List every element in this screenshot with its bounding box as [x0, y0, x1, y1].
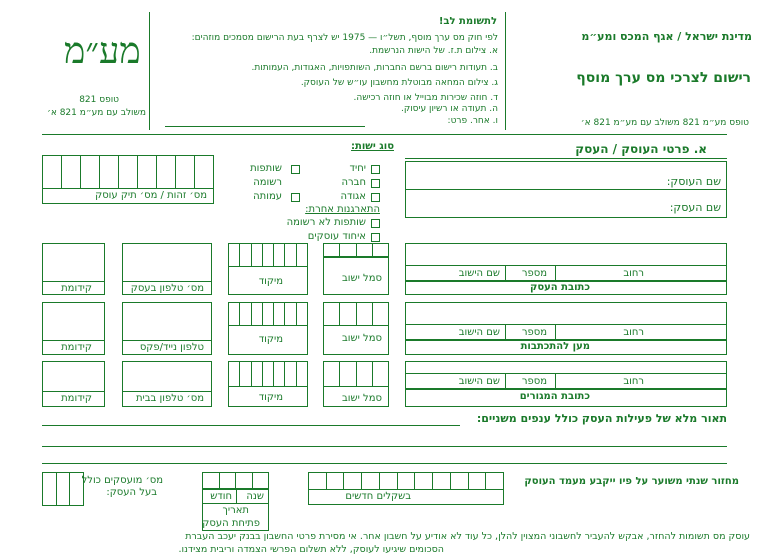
address-title: כתובת העסק [529, 282, 590, 293]
entity-type-company: חברה [341, 177, 366, 188]
phone-label: טלפון נייד/פקס [139, 342, 204, 353]
names-box-divider [405, 189, 727, 190]
business-name-field[interactable] [410, 214, 655, 215]
id-number-cells[interactable] [42, 155, 214, 189]
zip-box [228, 243, 308, 295]
address-street-label: רחוב [623, 327, 644, 338]
opening-year-label: שנה [246, 491, 264, 502]
section-a-underline [405, 158, 727, 159]
notice-intro: לפי חוק מס ערך מוסף, תשל״ו — 1975 יש לצרף בעת הרישום מסמכים מוזהים: [191, 33, 498, 43]
address-street-box[interactable] [405, 302, 727, 340]
turnover-label: מחזור שנתי משוער על פיו ייקבע מעמד העוסק [524, 476, 739, 487]
turnover-shekel-label: בשקלים חדשים [345, 491, 411, 502]
prefix-label: קידומת [61, 393, 92, 404]
header-divider-left [149, 12, 150, 130]
other-group-unregistered: שותפות לא רשומה [286, 217, 366, 228]
entity-type-company-checkbox[interactable] [371, 179, 380, 188]
city-code-label: סמל ישוב [342, 333, 382, 344]
address-street-box[interactable] [405, 361, 727, 389]
address-col-divider [505, 324, 506, 340]
activity-line-1[interactable] [42, 425, 460, 426]
phone-label-divider [122, 340, 212, 341]
other-group-unregistered-checkbox[interactable] [371, 219, 380, 228]
address-col-divider [505, 373, 506, 389]
notice-item: א. צילום ת.ז. של הישות הנרשמת. [369, 46, 498, 56]
phone-label: מס׳ טלפון בבית [135, 393, 204, 404]
entity-type-partnership-checkbox[interactable] [291, 165, 300, 174]
form-number-right: טופס מע״מ 821 משולב עם מע״מ 821 א׳ [580, 118, 749, 128]
phone-label-divider [122, 281, 212, 282]
city-code-label: סמל ישוב [342, 273, 382, 284]
entity-type-association: אגודה [340, 191, 366, 202]
address-number-label: מספר [521, 376, 547, 387]
address-row-divider [405, 324, 727, 325]
city-code-box [323, 302, 389, 355]
address-number-label: מספר [521, 327, 547, 338]
other-group-union: איחוד עוסקים [307, 231, 366, 242]
opening-month-label: חודש [210, 491, 232, 502]
opening-date-divider [202, 503, 269, 504]
address-city-label: שם הישוב [458, 376, 500, 387]
address-title: כתובת המגורים [519, 391, 590, 402]
entity-type-sole-checkbox[interactable] [371, 165, 380, 174]
notice-item: ג. צילום המחאה מבוטלת מחשבון עו״ש של העוסק. [300, 78, 498, 88]
address-street-label: רחוב [623, 376, 644, 387]
notice-item: ו. אחר. פרט: [447, 116, 498, 126]
section-divider [42, 463, 727, 464]
notice-other-line[interactable] [165, 126, 365, 127]
address-col-divider [555, 373, 556, 389]
prefix-label-divider [42, 340, 105, 341]
address-title: מען להתכתבות [520, 341, 590, 352]
other-groups-label: התארגנות אחרת: [305, 204, 380, 215]
activity-label: תאור מלא של פעילות העסק כולל ענפים משניים: [476, 412, 727, 425]
prefix-label: קידומת [61, 283, 92, 294]
zip-label: מיקוד [258, 276, 283, 287]
address-col-divider [555, 324, 556, 340]
address-col-divider [505, 265, 506, 281]
entity-type-nonprofit: עמותה [253, 191, 282, 202]
prefix-label-divider [42, 391, 105, 392]
opening-date-label: תאריך [222, 505, 249, 516]
owner-name-field[interactable] [410, 187, 655, 188]
address-row-divider [405, 373, 727, 374]
address-number-label: מספר [521, 268, 547, 279]
header-bottom-rule [42, 134, 727, 135]
opening-label: פתיחת העסק [202, 518, 260, 529]
entity-type-registered: רשומה [253, 177, 282, 188]
section-a-title: א. פרטי העוסק / העסק [575, 142, 707, 156]
footer-text-1: עוסק מס תשומות להחזר, אבקש להעביר לחשבוני המצוין להלן, כל עוד לא אודיע על חשבון אחר. אי מסירת פרטי החשבון בבנק יעכב העברת [185, 531, 750, 542]
entity-type-label: סוג ישות: [351, 141, 394, 152]
form-number-left: טופס 821 [79, 95, 119, 105]
employees-cells[interactable] [42, 472, 84, 506]
footer-text-2: הסכומים שיגיעו לעוסק, ללא תשלום הפרשי הצמדה וריבית מצידנו. [178, 544, 444, 555]
header-divider-right [505, 12, 506, 130]
city-code-label: סמל ישוב [342, 393, 382, 404]
id-number-label: מס׳ זהות / מס׳ תיק עוסק [95, 190, 207, 201]
form-combo-left: משולב עם מע״מ 821 א׳ [47, 108, 146, 118]
turnover-cells[interactable] [308, 472, 504, 490]
entity-type-nonprofit-checkbox[interactable] [291, 193, 300, 202]
entity-type-sole: יחיד [349, 163, 366, 174]
notice-heading: לתשומת לב! [438, 16, 497, 27]
employees-label: מס׳ מועסקים כולל [81, 475, 163, 486]
opening-date-divider [236, 489, 237, 503]
form-title: רישום לצרכי מס ערך מוסף [576, 70, 751, 86]
notice-item: ב. תעודות רישום ברשם החברות, השותפויות, האגודות, העמותות. [251, 63, 498, 73]
vat-logo: מע״מ [64, 31, 141, 72]
phone-label-divider [122, 391, 212, 392]
prefix-label-divider [42, 281, 105, 282]
other-group-union-checkbox[interactable] [371, 233, 380, 242]
notice-item: ה. תעודה או רשיון עיסוק. [400, 104, 498, 114]
zip-box [228, 302, 308, 355]
address-street-label: רחוב [623, 268, 644, 279]
address-street-box[interactable] [405, 243, 727, 281]
address-city-label: שם הישוב [458, 268, 500, 279]
owner-name-label: שם העוסק: [666, 175, 721, 188]
address-city-label: שם הישוב [458, 327, 500, 338]
zip-label: מיקוד [258, 392, 283, 403]
address-col-divider [555, 265, 556, 281]
entity-type-partnership: שותפות [250, 163, 282, 174]
zip-label: מיקוד [258, 334, 283, 345]
prefix-label: קידומת [61, 342, 92, 353]
activity-line-2[interactable] [42, 446, 727, 447]
address-row-divider [405, 265, 727, 266]
entity-type-association-checkbox[interactable] [371, 193, 380, 202]
phone-label: מס׳ טלפון בעסק [130, 283, 204, 294]
employees-label-2: בעל העסק: [106, 487, 157, 498]
city-code-cells[interactable] [323, 243, 389, 257]
business-name-label: שם העסק: [669, 201, 721, 214]
notice-item: ד. חוזה שכירות מבוייל או חוזה רכישה. [353, 93, 498, 103]
agency-name: מדינת ישראל / אגף המכס ומע״מ [581, 30, 752, 43]
